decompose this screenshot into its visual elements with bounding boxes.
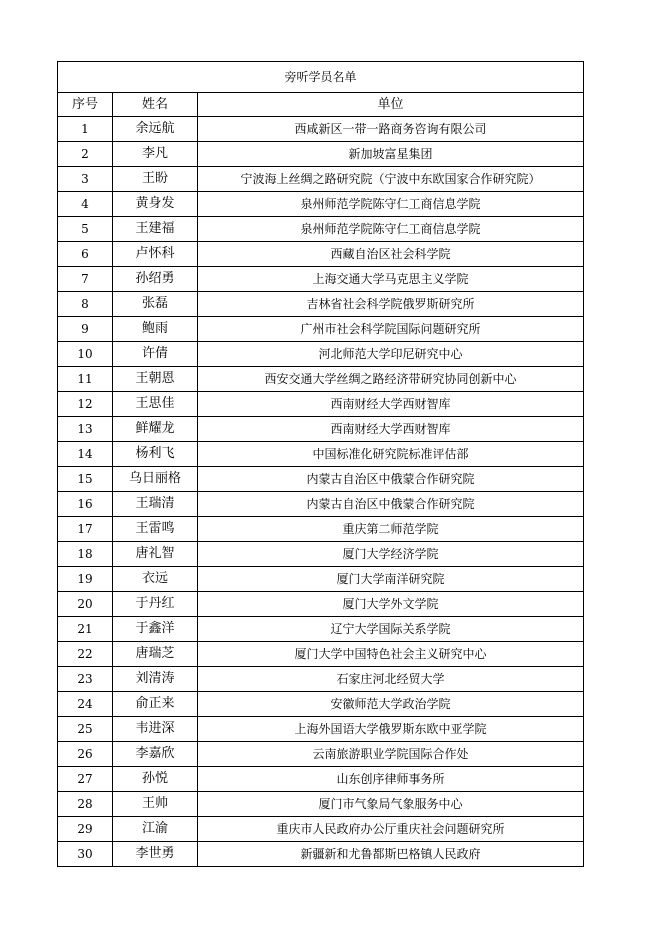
row-name: 李嘉欣 — [113, 742, 198, 767]
row-unit: 西南财经大学西财智库 — [198, 417, 584, 442]
row-name: 王帅 — [113, 792, 198, 817]
row-name: 王盼 — [113, 167, 198, 192]
table-row — [58, 667, 584, 692]
row-unit: 内蒙古自治区中俄蒙合作研究院 — [198, 492, 584, 517]
table-row — [58, 367, 584, 392]
row-name: 孙绍勇 — [113, 267, 198, 292]
row-seq: 29 — [58, 817, 113, 842]
table-row — [58, 742, 584, 767]
row-name: 王建福 — [113, 217, 198, 242]
row-seq: 9 — [58, 317, 113, 342]
row-unit: 厦门大学外文学院 — [198, 592, 584, 617]
row-name: 王雷鸣 — [113, 517, 198, 542]
row-name: 俞正来 — [113, 692, 198, 717]
row-seq: 5 — [58, 217, 113, 242]
row-seq: 15 — [58, 467, 113, 492]
table-row — [58, 492, 584, 517]
row-name: 王瑞清 — [113, 492, 198, 517]
row-name: 于丹红 — [113, 592, 198, 617]
row-seq: 16 — [58, 492, 113, 517]
row-unit: 西咸新区一带一路商务咨询有限公司 — [198, 117, 584, 142]
row-unit: 内蒙古自治区中俄蒙合作研究院 — [198, 467, 584, 492]
table-row — [58, 467, 584, 492]
row-seq: 25 — [58, 717, 113, 742]
row-seq: 23 — [58, 667, 113, 692]
row-name: 江渝 — [113, 817, 198, 842]
header-row — [58, 93, 584, 117]
table-row — [58, 592, 584, 617]
row-seq: 3 — [58, 167, 113, 192]
row-unit: 辽宁大学国际关系学院 — [198, 617, 584, 642]
row-seq: 24 — [58, 692, 113, 717]
row-seq: 19 — [58, 567, 113, 592]
table-row — [58, 142, 584, 167]
table-row — [58, 567, 584, 592]
row-unit: 云南旅游职业学院国际合作处 — [198, 742, 584, 767]
row-seq: 13 — [58, 417, 113, 442]
table-row — [58, 342, 584, 367]
row-unit: 宁波海上丝绸之路研究院（宁波中东欧国家合作研究院） — [198, 167, 584, 192]
row-seq: 20 — [58, 592, 113, 617]
row-name: 李凡 — [113, 142, 198, 167]
table-row — [58, 542, 584, 567]
row-seq: 27 — [58, 767, 113, 792]
row-seq: 18 — [58, 542, 113, 567]
header-seq: 序号 — [58, 93, 113, 117]
row-name: 王思佳 — [113, 392, 198, 417]
row-seq: 4 — [58, 192, 113, 217]
row-name: 鲜耀龙 — [113, 417, 198, 442]
row-unit: 泉州师范学院陈守仁工商信息学院 — [198, 192, 584, 217]
row-unit: 山东创序律师事务所 — [198, 767, 584, 792]
row-seq: 8 — [58, 292, 113, 317]
row-name: 乌日丽格 — [113, 467, 198, 492]
table-row — [58, 792, 584, 817]
row-unit: 厦门大学中国特色社会主义研究中心 — [198, 642, 584, 667]
row-seq: 2 — [58, 142, 113, 167]
row-unit: 泉州师范学院陈守仁工商信息学院 — [198, 217, 584, 242]
table-row — [58, 217, 584, 242]
table-row — [58, 292, 584, 317]
row-unit: 河北师范大学印尼研究中心 — [198, 342, 584, 367]
table-row — [58, 517, 584, 542]
row-name: 唐瑞芝 — [113, 642, 198, 667]
row-name: 孙悦 — [113, 767, 198, 792]
table-row — [58, 617, 584, 642]
row-name: 余远航 — [113, 117, 198, 142]
row-unit: 上海交通大学马克思主义学院 — [198, 267, 584, 292]
row-seq: 6 — [58, 242, 113, 267]
row-seq: 30 — [58, 842, 113, 867]
table-row — [58, 167, 584, 192]
row-name: 杨利飞 — [113, 442, 198, 467]
row-unit: 重庆市人民政府办公厅重庆社会问题研究所 — [198, 817, 584, 842]
row-name: 唐礼智 — [113, 542, 198, 567]
table-row — [58, 842, 584, 867]
row-seq: 17 — [58, 517, 113, 542]
row-unit: 中国标准化研究院标准评估部 — [198, 442, 584, 467]
row-name: 刘清涛 — [113, 667, 198, 692]
row-unit: 新加坡富星集团 — [198, 142, 584, 167]
row-unit: 吉林省社会科学院俄罗斯研究所 — [198, 292, 584, 317]
row-name: 衣远 — [113, 567, 198, 592]
row-unit: 石家庄河北经贸大学 — [198, 667, 584, 692]
row-name: 张磊 — [113, 292, 198, 317]
row-unit: 厦门大学经济学院 — [198, 542, 584, 567]
table-row — [58, 317, 584, 342]
row-seq: 10 — [58, 342, 113, 367]
row-name: 王朝恩 — [113, 367, 198, 392]
table-row — [58, 767, 584, 792]
row-seq: 1 — [58, 117, 113, 142]
row-seq: 22 — [58, 642, 113, 667]
row-seq: 21 — [58, 617, 113, 642]
row-unit: 厦门大学南洋研究院 — [198, 567, 584, 592]
table-row — [58, 817, 584, 842]
row-name: 韦进深 — [113, 717, 198, 742]
row-seq: 26 — [58, 742, 113, 767]
row-seq: 12 — [58, 392, 113, 417]
row-name: 李世勇 — [113, 842, 198, 867]
table-row — [58, 242, 584, 267]
table-title: 旁听学员名单 — [58, 62, 584, 93]
row-name: 许倩 — [113, 342, 198, 367]
table-row — [58, 692, 584, 717]
table-row — [58, 717, 584, 742]
table-row — [58, 392, 584, 417]
table-row — [58, 192, 584, 217]
row-unit: 安徽师范大学政治学院 — [198, 692, 584, 717]
row-unit: 厦门市气象局气象服务中心 — [198, 792, 584, 817]
row-name: 于鑫洋 — [113, 617, 198, 642]
row-unit: 西南财经大学西财智库 — [198, 392, 584, 417]
attendee-table — [57, 61, 584, 867]
row-seq: 14 — [58, 442, 113, 467]
row-unit: 上海外国语大学俄罗斯东欧中亚学院 — [198, 717, 584, 742]
row-seq: 28 — [58, 792, 113, 817]
table-row — [58, 642, 584, 667]
row-unit: 重庆第二师范学院 — [198, 517, 584, 542]
row-seq: 7 — [58, 267, 113, 292]
row-seq: 11 — [58, 367, 113, 392]
header-name: 姓名 — [113, 93, 198, 117]
table-row — [58, 267, 584, 292]
row-name: 卢怀科 — [113, 242, 198, 267]
row-unit: 广州市社会科学院国际问题研究所 — [198, 317, 584, 342]
table-row — [58, 442, 584, 467]
table-row — [58, 117, 584, 142]
header-unit: 单位 — [198, 93, 584, 117]
title-row — [58, 62, 584, 93]
row-unit: 新疆新和尤鲁都斯巴格镇人民政府 — [198, 842, 584, 867]
table-row — [58, 417, 584, 442]
row-unit: 西安交通大学丝绸之路经济带研究协同创新中心 — [198, 367, 584, 392]
row-unit: 西藏自治区社会科学院 — [198, 242, 584, 267]
row-name: 黄身发 — [113, 192, 198, 217]
row-name: 鲍雨 — [113, 317, 198, 342]
